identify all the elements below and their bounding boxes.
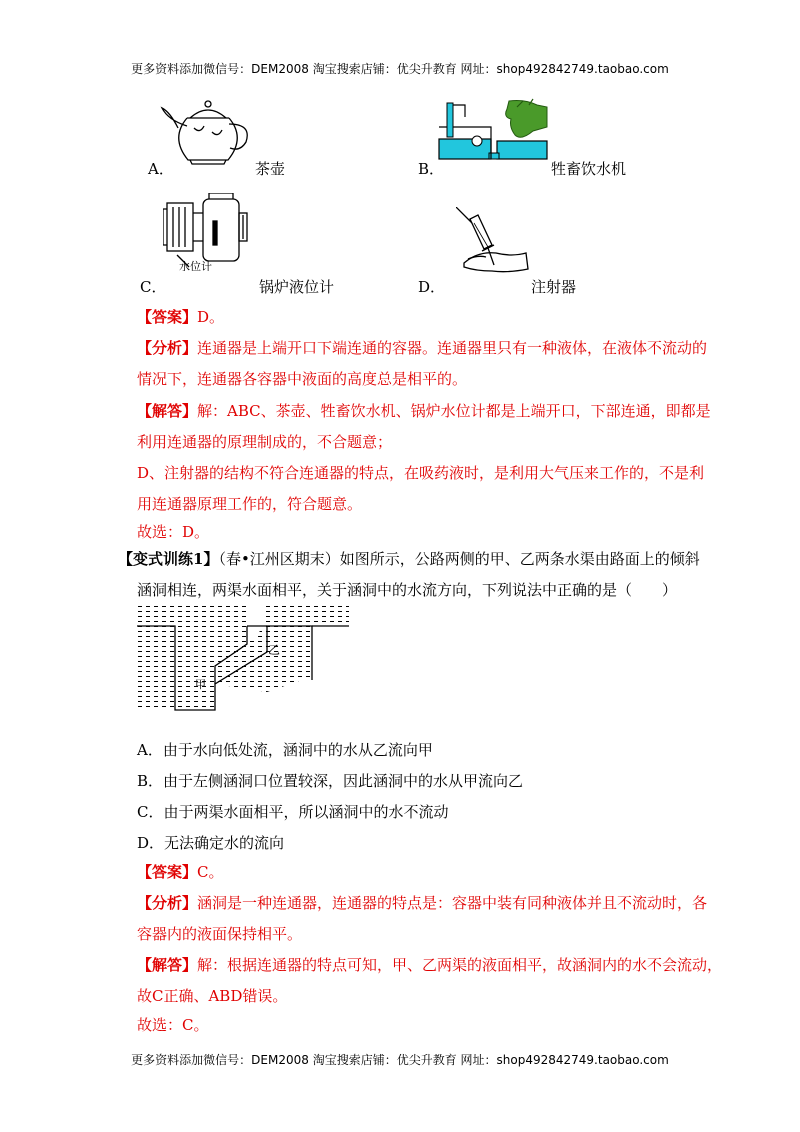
option-c-letter: C．	[140, 278, 167, 296]
q1-solution-line-4: 用连通器原理工作的，符合题意。	[137, 495, 363, 513]
answer-text: C。	[197, 863, 224, 881]
q2-solution-line-1: 【解答】解：根据连通器的特点可知，甲、乙两渠的液面相平，故涵洞内的水不会流动，	[137, 956, 723, 974]
q2-stem-line-1: 【变式训练1】（春•江州区期末）如图所示，公路两侧的甲、乙两条水渠由路面上的倾斜	[118, 550, 700, 568]
q2-analysis-line-1: 【分析】涵洞是一种连通器，连通器的特点是：容器中装有同种液体并且不流动时，各	[137, 894, 708, 912]
solution-tag: 【解答】	[137, 402, 198, 420]
q2-tag: 【变式训练1】	[118, 550, 219, 568]
page-header: 更多资料添加微信号：DEM2008 淘宝搜索店铺：优尖升教育 网址：shop492842749.taobao.com	[131, 62, 669, 76]
q2-option-b: B．由于左侧涵洞口位置较深，因此涵洞中的水从甲流向乙	[137, 772, 524, 790]
analysis-tag: 【分析】	[137, 339, 198, 357]
q1-analysis-line-2: 情况下，连通器各容器中液面的高度总是相平的。	[137, 370, 468, 388]
q2-solution-line-3: 故选：C。	[137, 1016, 209, 1034]
q1-analysis-line-1: 【分析】连通器是上端开口下端连通的容器。连通器里只有一种液体，在液体不流动的	[137, 339, 708, 357]
canal-yi-label: 乙	[268, 643, 281, 657]
q2-option-c: C．由于两渠水面相平，所以涵洞中的水不流动	[137, 803, 449, 821]
option-a-caption: 茶壶	[255, 160, 286, 178]
option-b-letter: B．	[418, 160, 445, 178]
water-gauge-label: 水位计	[179, 260, 212, 271]
q2-option-a: A．由于水向低处流，涵洞中的水从乙流向甲	[137, 741, 433, 759]
livestock-waterer-icon	[437, 97, 549, 169]
answer-tag: 【答案】	[137, 863, 198, 881]
q2-option-d: D．无法确定水的流向	[137, 834, 285, 852]
solution-tag: 【解答】	[137, 956, 198, 974]
page-footer: 更多资料添加微信号：DEM2008 淘宝搜索店铺：优尖升教育 网址：shop492842749.taobao.com	[131, 1053, 669, 1067]
option-d-letter: D．	[418, 278, 446, 296]
culvert-diagram	[137, 604, 349, 714]
answer-tag: 【答案】	[137, 308, 198, 326]
syringe-icon	[456, 207, 530, 277]
option-c-caption: 锅炉液位计	[259, 278, 335, 296]
q1-solution-line-2: 利用连通器的原理制成的，不合题意；	[137, 433, 393, 451]
option-b-caption: 牲畜饮水机	[551, 160, 627, 178]
q1-solution-line-5: 故选：D。	[137, 523, 210, 541]
q1-answer	[137, 306, 224, 327]
q2-stem-line-2: 涵洞相连，两渠水面相平，关于涵洞中的水流方向，下列说法中正确的是（ ）	[137, 581, 678, 599]
boiler-gauge-icon	[163, 193, 259, 271]
q1-solution-line-3: D、注射器的结构不符合连通器的特点，在吸药液时，是利用大气压来工作的，不是利	[137, 464, 705, 482]
answer-text: D。	[197, 308, 225, 326]
q2-analysis-line-2: 容器内的液面保持相平。	[137, 925, 303, 943]
option-d-caption: 注射器	[531, 278, 577, 296]
q1-solution-line-1: 【解答】解：ABC、茶壶、牲畜饮水机、锅炉水位计都是上端开口，下部连通，即都是	[137, 402, 711, 420]
teapot-icon	[160, 98, 260, 166]
q2-solution-line-2: 故C正确、ABD错误。	[137, 987, 288, 1005]
canal-jia-label: 甲	[195, 678, 206, 691]
q2-answer	[137, 861, 224, 882]
analysis-tag: 【分析】	[137, 894, 198, 912]
option-a-letter: A．	[148, 160, 174, 178]
